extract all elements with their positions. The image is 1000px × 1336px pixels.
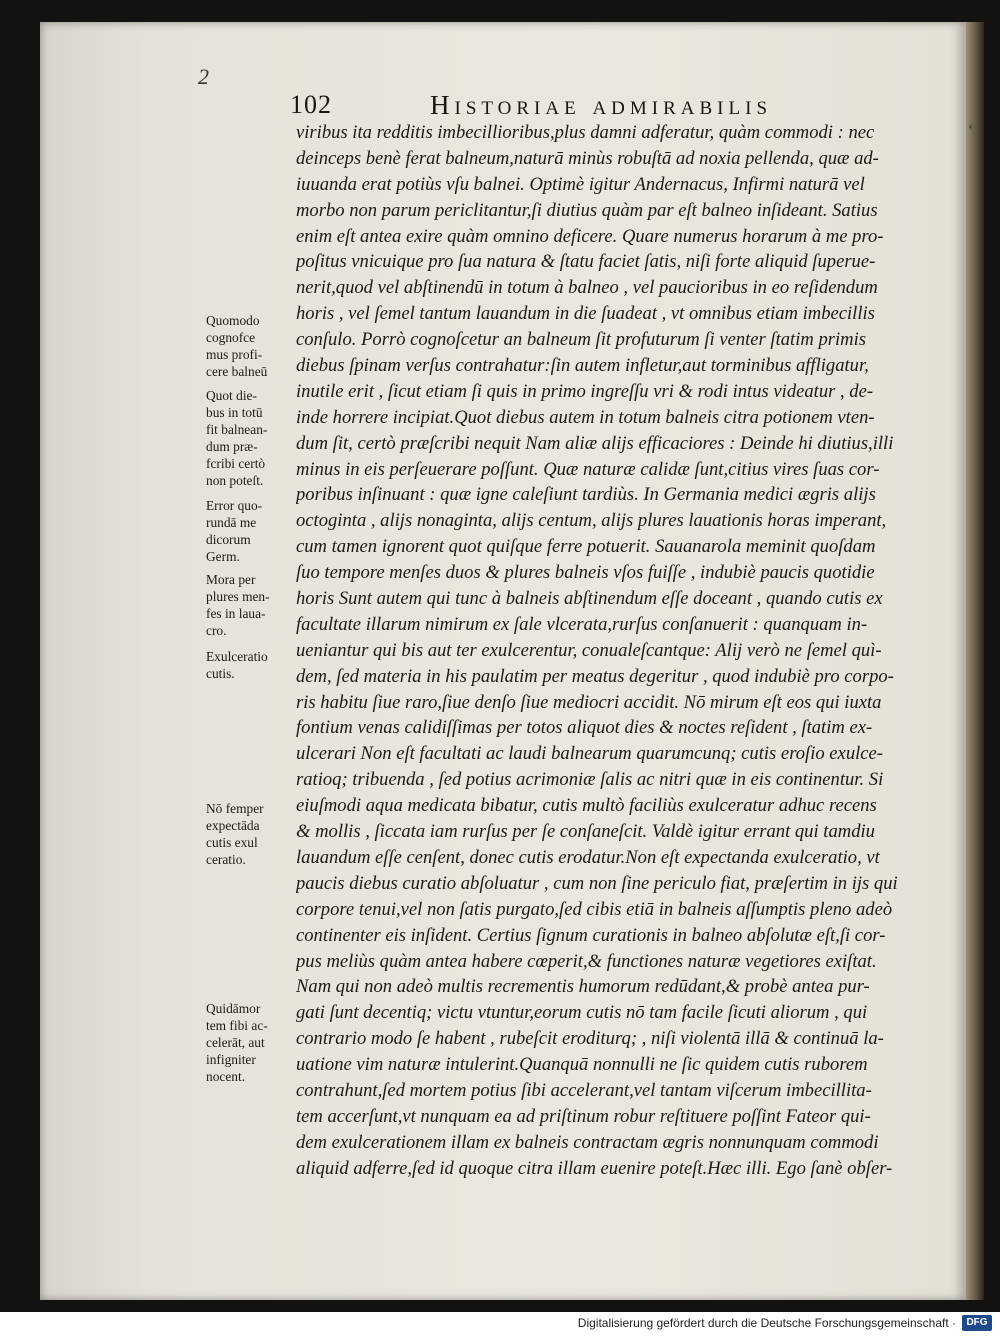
text-line: eiuſmodi aqua medicata bibatur, cutis multò faciliùs exulceratur adhuc recens	[296, 795, 877, 817]
text-line: contrahunt,ſed mortem potius ſibi accelerant,vel tantam viſcerum imbecillita-	[296, 1079, 872, 1101]
margin-note-line: Nō femper	[206, 801, 264, 816]
text-line: deinceps benè ferat balneum,naturā minùs robuſtā ad noxia pellenda, quæ ad-	[296, 147, 879, 169]
text-line: octoginta , alijs nonaginta, alijs centum, alijs plures lauationis horas imperant,	[296, 510, 887, 532]
text-line: uatione vim naturæ intulerint.Quanquā nonnulli ne ſic quidem cutis ruborem	[296, 1054, 868, 1076]
margin-note-line: nocent.	[206, 1069, 246, 1084]
margin-note-line: Mora per	[206, 572, 256, 587]
text-line: fontium venas calidiſſimas per totos aliquot dies & noctes reſident , ſtatim ex-	[296, 717, 873, 739]
margin-note	[206, 571, 298, 639]
margin-note-line: rundā me	[206, 515, 257, 530]
text-line: ueniantur qui bis aut ter exulcerentur, conualeſcantque: Alij verò ne ſemel quì-	[296, 639, 882, 661]
margin-note-line: Quomodo	[206, 313, 260, 328]
margin-note-line: cutis exul	[206, 835, 258, 850]
text-line: paucis diebus curatio abſoluatur , cum non ſine periculo fiat, præſertim in ijs qui	[296, 872, 898, 894]
margin-note-line: Quot die-	[206, 388, 257, 403]
pencil-page-mark: 2	[198, 64, 209, 89]
text-line: viribus ita redditis imbecillioribus,plus damni adferatur, quàm commodi : nec	[296, 122, 875, 143]
text-line: pus meliùs quàm antea habere cœperit,& functiones naturæ vegetiores exiſtat.	[296, 950, 877, 972]
page-edge-shadow	[966, 22, 984, 1300]
text-line: tem accerſunt,vt nunquam ea ad priſtinum robur reſtituere poſſint Fateor qui-	[296, 1105, 871, 1127]
text-line: conſulo. Porrò cognoſcetur an balneum ſit profuturum ſi venter ſtatim primis	[296, 329, 866, 351]
text-line: ris habitu ſiue raro,ſiue denſo ſiue mediocri accidit. Nō mirum eſt eos qui iuxta	[296, 691, 882, 713]
text-line: iuuanda erat potiùs vſu balnei. Optimè igitur Andernacus, Infirmi naturā vel	[296, 173, 865, 195]
margin-note	[206, 387, 298, 489]
text-line: contrario modo ſe habent , rubeſcit eroditurq; , niſi violentā illā & continuā la-	[296, 1028, 884, 1050]
margin-note-line: Germ.	[206, 549, 240, 564]
margin-note-line: mus profi-	[206, 347, 263, 362]
margin-note-line: fcribi certò	[206, 456, 266, 471]
text-line: & mollis , ſiccata iam rurſus per ſe conſaneſcit. Valdè igitur errant qui tamdiu	[296, 821, 875, 843]
margin-note-line: fes in laua-	[206, 606, 266, 621]
margin-note-line: ceratio.	[206, 852, 246, 867]
text-line: morbo non parum periclitantur,ſi diutius quàm par eſt balneo inſideant. Satius	[296, 199, 878, 221]
margin-note-line: Exulceratio	[206, 649, 268, 664]
text-line: dem exulcerationem illam ex balneis contractam ægris nonnunquam commodi	[296, 1131, 879, 1153]
page-number: 102	[290, 90, 332, 119]
margin-note-line: cognofce	[206, 330, 256, 345]
margin-note-line: tem fibi ac-	[206, 1018, 268, 1033]
page-header	[290, 86, 940, 120]
text-line: ratioq; tribuenda , ſed potius acrimoniæ ſalis ac nitri quæ in eis continentur. Si	[296, 769, 884, 791]
margin-note	[206, 312, 298, 380]
margin-note-line: Quidāmor	[206, 1001, 261, 1016]
margin-note-line: non poteſt.	[206, 473, 264, 488]
margin-note-line: celerāt, aut	[206, 1035, 265, 1050]
body-text	[296, 120, 946, 1182]
margin-note-line: fit balnean-	[206, 422, 268, 437]
text-line: dem, ſed materia in his paulatim per meatus degeritur , quod indubiè pro corpo-	[296, 665, 894, 687]
text-line: ulcerari Non eſt facultati ac laudi balnearum quarumcunq; cutis eroſio exulce-	[296, 743, 883, 765]
margin-note-line: dum præ-	[206, 439, 258, 454]
text-line: gati ſunt decentiq; victu vtuntur,eorum cutis nō tam facile ſicuti aliorum , qui	[296, 1002, 868, 1024]
margin-note-line: cere balneū	[206, 364, 268, 379]
text-line: nerit,quod vel abſtinendū in totum à balneo , vel paucioribus in eo reſidendum	[296, 277, 878, 299]
margin-note-line: cutis.	[206, 666, 235, 681]
text-line: poſitus vnicuique pro ſua natura & ſtatu faciet ſatis, niſi forte aliquid ſuperue-	[296, 251, 876, 273]
margin-note-line: plures men-	[206, 589, 270, 604]
margin-note-line: bus in totū	[206, 405, 263, 420]
text-line: Nam qui non adeò multis recrementis humorum redūdant,& probè antea pur-	[296, 976, 870, 998]
margin-note	[206, 648, 298, 682]
margin-note-line: expectāda	[206, 818, 260, 833]
text-line: ſuo tempore menſes duos & plures balneis vſos fuiſſe , indubiè paucis quotidie	[296, 562, 875, 584]
margin-note-line: dicorum	[206, 532, 251, 547]
dfg-logo: DFG	[962, 1315, 992, 1331]
running-head: Historiae admirabilis	[430, 90, 773, 120]
margin-note	[206, 1000, 298, 1085]
margin-note-line: cro.	[206, 623, 227, 638]
margin-note	[206, 497, 298, 565]
text-line: horis Sunt autem qui tunc à balneis abſtinendum eſſe doceant , quando cutis ex	[296, 588, 883, 610]
text-line: diebus ſpinam verſus contrahatur:ſin autem infletur,aut torminibus affligatur,	[296, 355, 869, 377]
text-line: horis , vel ſemel tantum lauandum in die ſuadeat , vt omnibus etiam imbecillis	[296, 303, 875, 325]
text-line: poribus inſinuant : quæ igne caleſiunt tardiùs. In Germania medici ægris alijs	[296, 484, 876, 506]
text-line: lauandum eſſe cenſent, donec cutis erodatur.Non eſt expectanda exulceratio, vt	[296, 846, 880, 868]
margin-note	[206, 800, 298, 868]
margin-note-line: infigniter	[206, 1052, 256, 1067]
ink-tick-mark: ‘	[968, 122, 974, 139]
text-line: corpore tenui,vel non ſatis purgato,ſed cibis etiā in balneis aſſumptis pleno adeò	[296, 898, 893, 920]
text-line: continenter eis inſident. Certius ſignum curationis in balneo abſolutæ eſt,ſi cor-	[296, 924, 886, 946]
margin-note-line: Error quo-	[206, 498, 263, 513]
text-line: aliquid adferre,ſed id quoque citra illam euenire poteſt.Hæc illi. Ego ſanè obſer-	[296, 1157, 893, 1179]
text-line: inutile erit , ſicut etiam ſi quis in primo ingreſſu vri & rodi intus videatur , de-	[296, 380, 874, 402]
text-line: enim eſt antea exire quàm omnino deficere. Quare numerus horarum à me pro-	[296, 225, 884, 247]
text-line: dum ſit, certò præſcribi nequit Nam aliæ alijs efficaciores : Deinde hi diutius,illi	[296, 432, 894, 454]
text-line: facultate illarum nimirum ex ſale vlcerata,rurſus conſanuerit : quanquam in-	[296, 613, 868, 635]
text-line: inde horrere incipiat.Quot diebus autem in totum balneis citra potionem vten-	[296, 406, 875, 428]
digitization-credit: Digitalisierung gefördert durch die Deutsche Forschungsgemeinschaft ·	[577, 1316, 956, 1330]
text-line: minus in eis perſeuerare poſſunt. Quæ naturæ calidæ ſunt,citius vires ſuas cor-	[296, 458, 880, 480]
text-line: cum tamen ignorent quot quiſque ferre potuerit. Sauanarola meminit quoſdam	[296, 536, 876, 558]
